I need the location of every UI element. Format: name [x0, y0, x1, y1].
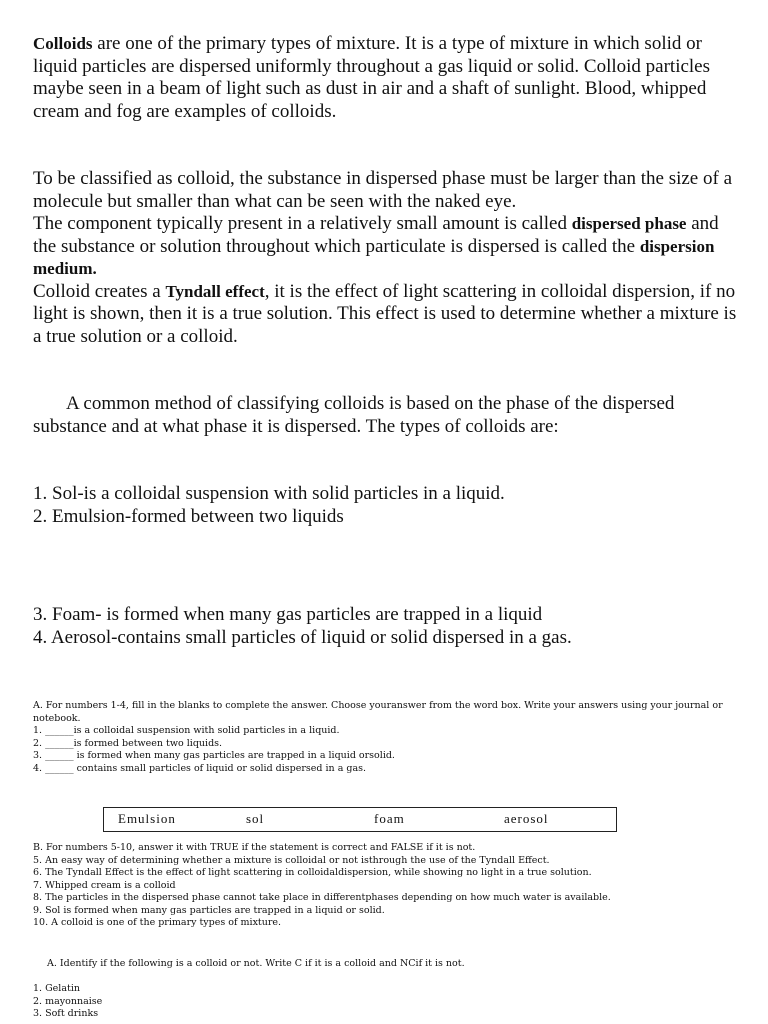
activity-b-instruction: B. For numbers 5-10, answer it with TRUE if the statement is correct and FALSE if it is not.: [33, 842, 476, 853]
phase-text-b: and the substance or solution throughout which particulate is dispersed is called the: [33, 213, 719, 257]
dispersed-phase-term: dispersed phase: [571, 214, 687, 233]
true-false-item: 7. Whipped cream is a colloid: [33, 879, 176, 891]
tyndall-effect-term: Tyndall effect: [165, 281, 265, 301]
word-sol: sol: [246, 811, 265, 826]
phase-text-a: The component typically present in a relatively small amount is called: [33, 213, 572, 234]
list-item: 4. Aerosol-contains small particles of liquid or solid dispersed in a gas.: [33, 626, 572, 648]
word-aerosol: aerosol: [504, 811, 549, 826]
list-item: 1. Sol-is a colloidal suspension with solid particles in a liquid.: [33, 483, 505, 504]
true-false-item: 5. An easy way of determining whether a mixture is colloidal or not isthrough the use of the Tyndall Effect.: [33, 854, 550, 866]
activity-a-instruction: A. For numbers 1-4, fill in the blanks to complete the answer. Choose youranswer from the word box. Write your answers using your journal or notebook.: [33, 700, 723, 724]
intro-text: are one of the primary types of mixture. It is a type of mixture in which solid or liquid particles are dispersed uniformly throughout a gas liquid or solid. Colloid particles maybe seen in a beam of light such as dust in air and a shaft of sunlight. Blood, whipped cream and fog are examples of colloids.: [33, 33, 711, 122]
word-box: [103, 807, 617, 832]
identify-item: 3. Soft drinks: [33, 1008, 99, 1019]
colloid-types-list-b: [33, 604, 738, 649]
phase-definition-text: [33, 213, 738, 281]
true-false-item: 6. The Tyndall Effect is the effect of light scattering in colloidaldispersion, while showing no light in a true solution.: [33, 867, 592, 878]
classification-text: A common method of classifying colloids is based on the phase of the dispersed substance and at what phase it is dispersed. The types of colloids are:: [33, 393, 675, 437]
true-false-item: 10. A colloid is one of the primary types of mixture.: [33, 917, 282, 928]
colloid-types-list-a: [33, 483, 738, 528]
activity-c-instruction: A. Identify if the following is a colloid or not. Write C if it is a colloid and NCif it is not.: [47, 958, 465, 969]
word-emulsion: Emulsion: [118, 811, 176, 826]
activity-a: [33, 700, 733, 775]
fill-blank-item: 4. ______ contains small particles of liquid or solid dispersed in a gas.: [33, 762, 367, 774]
word-foam: foam: [374, 811, 405, 826]
identify-item: 2. mayonnaise: [33, 995, 103, 1007]
tyndall-text: [33, 281, 738, 349]
list-item: 3. Foam- is formed when many gas particles are trapped in a liquid: [33, 604, 543, 625]
colloids-term: Colloids: [33, 34, 93, 53]
definition-paragraph: [33, 168, 738, 348]
classification-paragraph: [33, 393, 738, 438]
list-item: 2. Emulsion-formed between two liquids: [33, 505, 344, 527]
fill-blank-item: 2. ______is formed between two liquids.: [33, 737, 223, 749]
tyndall-text-b: , it is the effect of light scattering in colloidal dispersion, if no light is shown, then it is a true solution. This effect is used to determine whether a mixture is a true solution or a colloid.: [33, 280, 737, 347]
fill-blank-item: 3. ______ is formed when many gas particles are trapped in a liquid orsolid.: [33, 750, 395, 761]
true-false-item: 9. Sol is formed when many gas particles are trapped in a liquid or solid.: [33, 904, 385, 916]
dispersed-phase-size-text: To be classified as colloid, the substance in dispersed phase must be larger than the size of a molecule but smaller than what can be seen with the naked eye.: [33, 168, 733, 212]
fill-blank-item: 1. ______is a colloidal suspension with solid particles in a liquid.: [33, 725, 340, 736]
dispersion-medium-term: dispersion medium.: [33, 236, 715, 278]
tyndall-text-a: Colloid creates a: [33, 280, 166, 302]
identify-item: 1. Gelatin: [33, 983, 80, 994]
activity-b: [33, 842, 733, 930]
activity-c-list: [33, 983, 733, 1021]
true-false-item: 8. The particles in the dispersed phase cannot take place in differentphases depending on how much water is available.: [33, 892, 611, 903]
intro-paragraph: [33, 33, 738, 123]
